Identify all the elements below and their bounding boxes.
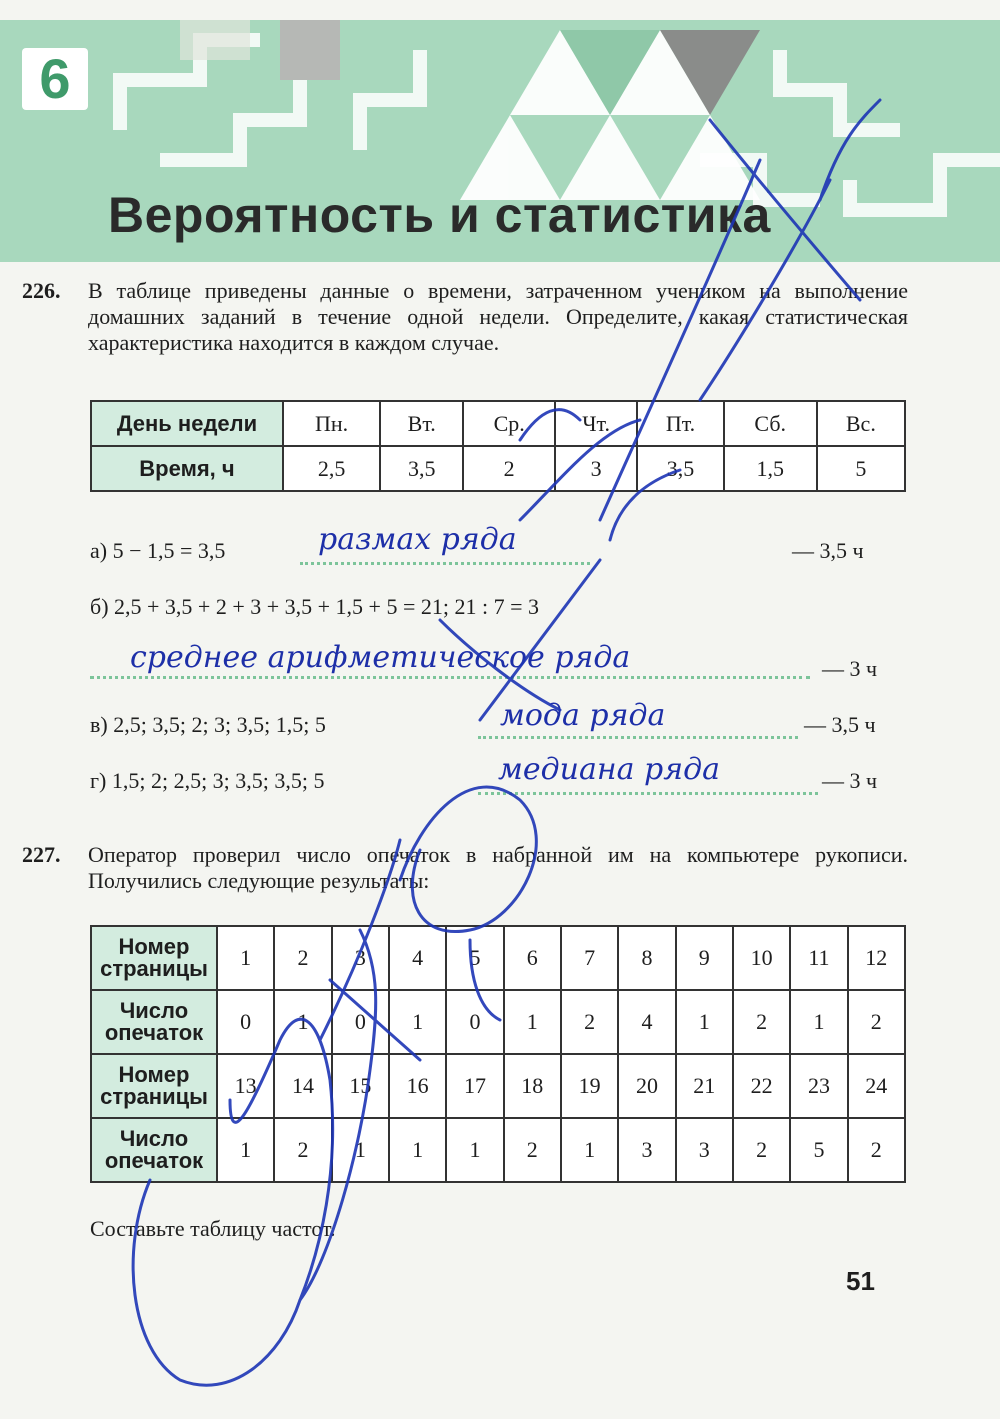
task-text: В таблице приведены данные о времени, затраченном учеником на выполнение домашних заданий в течение одной недели. Определите, какая статистическая характеристика находится в каждом случае. [88,278,908,355]
table-header-cell: Номер страницы [91,1054,217,1118]
table-cell: 1,5 [724,446,817,491]
table-cell: 1 [217,1118,274,1182]
answer-b-handwriting: среднее арифметическое ряда [130,640,631,675]
answer-a-expression: а) 5 − 1,5 = 3,5 [90,538,226,563]
task-227 [22,842,912,902]
table-cell: 14 [274,1054,331,1118]
table-cell: 22 [733,1054,790,1118]
table-cell: 1 [332,1118,389,1182]
table-cell: 12 [848,926,905,990]
table-cell: Вт. [380,401,463,446]
answer-v-expression: в) 2,5; 3,5; 2; 3; 3,5; 1,5; 5 [90,712,326,737]
table-cell: 2,5 [283,446,380,491]
answer-g-result: — 3 ч [822,768,878,793]
table-cell: 13 [217,1054,274,1118]
answer-b-expression: б) 2,5 + 3,5 + 2 + 3 + 3,5 + 1,5 + 5 = 21; 21 : 7 = 3 [90,594,540,619]
table-header-cell: Номер страницы [91,926,217,990]
table-row [91,401,905,446]
table-cell: 7 [561,926,618,990]
chapter-number: 6 [22,48,88,110]
instruction-text: Составьте таблицу частот. [90,1216,336,1241]
table-cell: 3,5 [637,446,724,491]
table-cell: 1 [561,1118,618,1182]
chapter-title: Вероятность и статистика [108,187,771,243]
task-226 [22,278,912,388]
table-cell: Вс. [817,401,905,446]
page-number: 51 [846,1266,875,1296]
table-cell: Сб. [724,401,817,446]
table-row [91,990,905,1054]
table-cell: 2 [733,1118,790,1182]
chapter-header [0,20,1000,262]
table-cell: 10 [733,926,790,990]
table-cell: 1 [389,990,446,1054]
table-cell: 4 [618,990,675,1054]
typos-table [90,925,906,1183]
table-cell: 2 [733,990,790,1054]
answer-b-dots [90,676,810,679]
task-number: 227. [22,842,61,867]
table-cell: 0 [332,990,389,1054]
table-cell: Пт. [637,401,724,446]
table-cell: 3 [332,926,389,990]
table-cell: 9 [676,926,733,990]
task-text: Оператор проверил число опечаток в набранной им на компьютере рукописи. Получились следующие результаты: [88,842,908,893]
table-cell: 3 [618,1118,675,1182]
table-row [91,926,905,990]
table-cell: 2 [463,446,555,491]
table-cell: 1 [446,1118,503,1182]
table-header-cell: Время, ч [91,446,283,491]
answer-b-result: — 3 ч [822,656,878,681]
table-cell: 2 [274,926,331,990]
table-cell: 5 [790,1118,847,1182]
table-cell: 18 [504,1054,561,1118]
table-cell: 3,5 [380,446,463,491]
table-header-cell: Число опечаток [91,1118,217,1182]
table-cell: 23 [790,1054,847,1118]
table-cell: 19 [561,1054,618,1118]
answer-v-handwriting: мода ряда [500,698,666,733]
table-cell: 0 [446,990,503,1054]
table-cell: 0 [217,990,274,1054]
table-cell: 1 [217,926,274,990]
table-cell: 20 [618,1054,675,1118]
answer-a-handwriting: размах ряда [318,522,517,557]
table-cell: 4 [389,926,446,990]
table-row [91,1118,905,1182]
answer-a-dots [300,562,590,565]
table-cell: 2 [561,990,618,1054]
table-cell: 3 [555,446,637,491]
table-cell: Пн. [283,401,380,446]
table-cell: Ср. [463,401,555,446]
answer-g-expression: г) 1,5; 2; 2,5; 3; 3,5; 3,5; 5 [90,768,325,793]
table-cell: 2 [848,1118,905,1182]
table-cell: 15 [332,1054,389,1118]
table-cell: 1 [790,990,847,1054]
table-cell: 6 [504,926,561,990]
answer-g-handwriting: медиана ряда [498,752,720,787]
table-cell: Чт. [555,401,637,446]
table-header-cell: Число опечаток [91,990,217,1054]
table-cell: 5 [446,926,503,990]
table-row [91,1054,905,1118]
table-cell: 2 [274,1118,331,1182]
table-cell: 16 [389,1054,446,1118]
table-cell: 11 [790,926,847,990]
table-cell: 2 [848,990,905,1054]
answer-g-dots [478,792,818,795]
table-cell: 8 [618,926,675,990]
table-header-cell: День недели [91,401,283,446]
table-cell: 2 [504,1118,561,1182]
answer-v-dots [478,736,798,739]
table-cell: 1 [676,990,733,1054]
answer-v-result: — 3,5 ч [804,712,876,737]
answer-a-result: — 3,5 ч [792,538,864,563]
table-cell: 1 [504,990,561,1054]
table-cell: 21 [676,1054,733,1118]
table-cell: 24 [848,1054,905,1118]
table-row [91,446,905,491]
table-cell: 1 [274,990,331,1054]
table-cell: 1 [389,1118,446,1182]
table-cell: 5 [817,446,905,491]
table-cell: 17 [446,1054,503,1118]
table-cell: 3 [676,1118,733,1182]
time-table [90,400,906,492]
task-number: 226. [22,278,61,303]
